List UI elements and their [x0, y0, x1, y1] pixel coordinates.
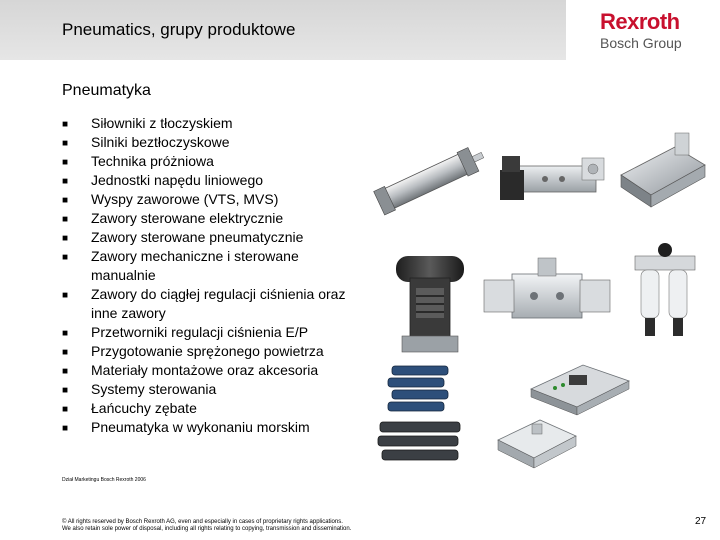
list-item-label: Przetworniki regulacji ciśnienia E/P — [91, 324, 309, 340]
list-item — [62, 418, 362, 437]
slide-title: Pneumatics, grupy produktowe — [62, 20, 296, 39]
square-bullet-icon: ■ — [62, 347, 69, 358]
list-item — [62, 228, 362, 247]
square-bullet-icon: ■ — [62, 328, 69, 339]
list-item — [62, 323, 362, 342]
list-item — [62, 361, 362, 380]
list-item-label: Zawory do ciągłej regulacji ciśnienia oraz inne zawory — [91, 286, 346, 321]
list-item — [62, 247, 362, 285]
square-bullet-icon: ■ — [62, 404, 69, 415]
list-item — [62, 380, 362, 399]
toothed-chain-image — [370, 360, 470, 465]
list-item-label: Zawory sterowane pneumatycznie — [91, 229, 304, 245]
air-preparation-unit-image — [625, 242, 705, 357]
list-item-label: Systemy sterowania — [91, 381, 217, 397]
footer-department: Dział Marketingu Bosch Rexroth 2006 — [62, 477, 146, 483]
list-item — [62, 114, 362, 133]
rodless-actuator-image — [382, 248, 477, 363]
list-item — [62, 133, 362, 152]
list-item-label: Zawory sterowane elektrycznie — [91, 210, 284, 226]
square-bullet-icon: ■ — [62, 176, 69, 187]
valve-terminal-image — [490, 130, 610, 220]
footer-copyright — [62, 519, 351, 533]
list-item — [62, 399, 362, 418]
square-bullet-icon: ■ — [62, 423, 69, 434]
copyright-line-2: We also retain sole power of disposal, including all rights relating to copying, transmission and dissemination. — [62, 526, 352, 532]
list-item — [62, 152, 362, 171]
square-bullet-icon: ■ — [62, 290, 69, 301]
list-item-label: Pneumatyka w wykonaniu morskim — [91, 419, 310, 435]
linear-drive-unit-image — [615, 125, 710, 220]
square-bullet-icon: ■ — [62, 157, 69, 168]
square-bullet-icon: ■ — [62, 366, 69, 377]
list-item — [62, 285, 362, 323]
page-number: 27 — [695, 516, 707, 527]
square-bullet-icon: ■ — [62, 214, 69, 225]
product-group-list — [62, 114, 362, 437]
list-item-label: Łańcuchy zębate — [91, 400, 197, 416]
pneumatic-valve-image — [478, 250, 618, 345]
list-item-label: Zawory mechaniczne i sterowane manualnie — [91, 248, 299, 283]
list-item-label: Materiały montażowe oraz akcesoria — [91, 362, 319, 378]
square-bullet-icon: ■ — [62, 233, 69, 244]
list-item-label: Technika próżniowa — [91, 153, 214, 169]
list-item — [62, 171, 362, 190]
list-item — [62, 342, 362, 361]
marine-pneumatics-valve-image — [492, 410, 582, 475]
section-title: Pneumatyka — [62, 82, 151, 99]
copyright-line-1: © All rights reserved by Bosch Rexroth AG, even and especially in cases of proprietary rights applications. — [62, 519, 343, 525]
list-item — [62, 190, 362, 209]
list-item-label: Siłowniki z tłoczyskiem — [91, 115, 233, 131]
list-item-label: Przygotowanie sprężonego powietrza — [91, 343, 324, 359]
pneumatic-cylinder-image — [370, 125, 488, 235]
list-item — [62, 209, 362, 228]
square-bullet-icon: ■ — [62, 195, 69, 206]
list-item-label: Jednostki napędu liniowego — [91, 172, 264, 188]
rexroth-logo: Rexroth — [600, 9, 680, 34]
square-bullet-icon: ■ — [62, 385, 69, 396]
bosch-group-logo: Bosch Group — [600, 35, 682, 51]
list-item-label: Wyspy zaworowe (VTS, MVS) — [91, 191, 279, 207]
square-bullet-icon: ■ — [62, 252, 69, 263]
list-item-label: Silniki beztłoczyskowe — [91, 134, 230, 150]
square-bullet-icon: ■ — [62, 119, 69, 130]
square-bullet-icon: ■ — [62, 138, 69, 149]
